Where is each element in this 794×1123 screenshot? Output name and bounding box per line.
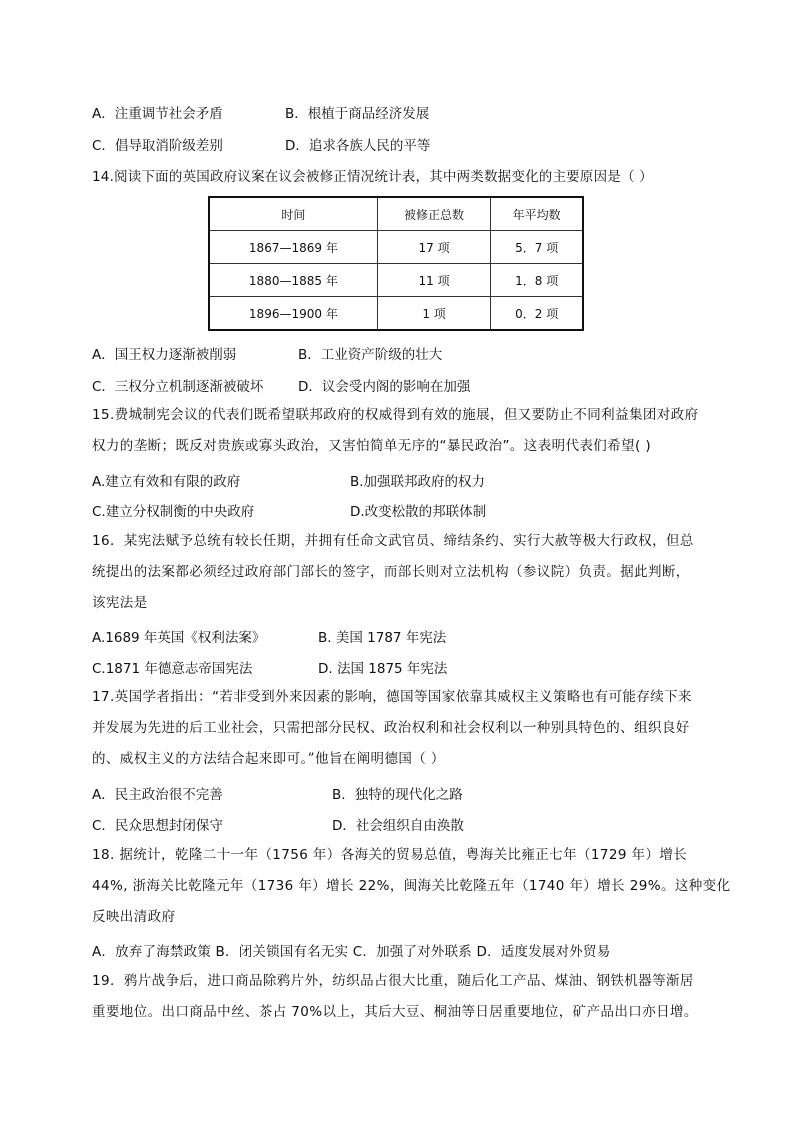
q15-option-a: A.建立有效和有限的政府 xyxy=(92,474,241,490)
cell-time: 1896—1900 年 xyxy=(209,297,377,331)
q14-option-a: A．国王权力逐渐被削弱 xyxy=(92,347,237,363)
q16-stem xyxy=(92,526,712,619)
q13-option-d: D．追求各族人民的平等 xyxy=(285,138,431,154)
q16-stem-line: 统提出的法案都必须经过政府部门部长的签字，而部长则对立法机构（参议院）负责。据此判断， xyxy=(92,564,690,580)
cell-time: 1880—1885 年 xyxy=(209,264,377,297)
q13-option-c: C．倡导取消阶级差别 xyxy=(92,138,223,154)
q16-stem-line: 该宪法是 xyxy=(92,595,148,611)
cell-time: 1867—1869 年 xyxy=(209,231,377,264)
q15-option-b: B.加强联邦政府的权力 xyxy=(350,474,486,490)
q17-stem-line: 17.英国学者指出：“若非受到外来因素的影响，德国等国家依靠其威权主义策略也有可能存续下来 xyxy=(92,689,692,705)
q17-stem xyxy=(92,682,712,775)
q17-option-d: D．社会组织自由涣散 xyxy=(332,818,464,834)
q17-option-a: A．民主政治很不完善 xyxy=(92,787,223,803)
cell-average: 1．8 项 xyxy=(491,264,583,297)
q16-stem-line: 16．某宪法赋予总统有较长任期，并拥有任命文武官员、缔结条约、实行大赦等极大行政权，但总 xyxy=(92,533,694,549)
cell-total: 17 项 xyxy=(377,231,491,264)
q19-stem-line: 重要地位。出口商品中丝、茶占 70%以上，其后大豆、桐油等日居重要地位，矿产品出口亦日增。 xyxy=(92,1004,698,1020)
q17-option-c: C．民众思想封闭保守 xyxy=(92,818,223,834)
q13-option-b: B．根植于商品经济发展 xyxy=(285,106,430,122)
q15-stem xyxy=(92,400,712,462)
cell-total: 11 项 xyxy=(377,264,491,297)
q15-stem-line: 权力的垄断；既反对贵族或寡头政治，又害怕简单无序的“暴民政治”。这表明代表们希望( ) xyxy=(92,438,652,454)
q19-stem xyxy=(92,966,712,1028)
table-row xyxy=(209,231,583,264)
q14-stem: 14.阅读下面的英国政府议案在议会被修正情况统计表，其中两类数据变化的主要原因是（ ） xyxy=(92,169,653,185)
q15-option-c: C.建立分权制衡的中央政府 xyxy=(92,504,255,520)
q16-option-b: B. 美国 1787 年宪法 xyxy=(318,630,447,646)
header-time: 时间 xyxy=(209,197,377,231)
q18-stem-line: 反映出清政府 xyxy=(92,909,176,925)
cell-average: 5．7 项 xyxy=(491,231,583,264)
q14-option-c: C．三权分立机制逐渐被破坏 xyxy=(92,379,264,395)
q18-stem-line: 44%, 浙海关比乾隆元年（1736 年）增长 22%，闽海关比乾隆五年（1740 年）增长 29%。这种变化 xyxy=(92,878,731,894)
table-row xyxy=(209,264,583,297)
table-header-row xyxy=(209,197,583,231)
amendment-statistics-table xyxy=(208,196,584,331)
q17-stem-line: 的、威权主义的方法结合起来即可。”他旨在阐明德国（ ） xyxy=(92,751,445,767)
table-row xyxy=(209,297,583,331)
q18-stem-line: 18. 据统计，乾隆二十一年（1756 年）各海关的贸易总值，粤海关比雍正七年（1729 年）增长 xyxy=(92,847,688,863)
q18-options: A．放弃了海禁政策 B．闭关锁国有名无实 C．加强了对外联系 D．适度发展对外贸易 xyxy=(92,944,611,960)
header-total: 被修正总数 xyxy=(377,197,491,231)
q16-option-a: A.1689 年英国《权利法案》 xyxy=(92,630,266,646)
q17-stem-line: 并发展为先进的后工业社会，只需把部分民权、政治权利和社会权利以一种别具特色的、组织良好 xyxy=(92,720,690,736)
q14-option-b: B．工业资产阶级的壮大 xyxy=(298,347,443,363)
header-average: 年平均数 xyxy=(491,197,583,231)
q18-stem xyxy=(92,840,731,933)
q13-option-a: A．注重调节社会矛盾 xyxy=(92,106,223,122)
q15-option-d: D.改变松散的邦联体制 xyxy=(350,504,487,520)
q15-stem-line: 15.费城制宪会议的代表们既希望联邦政府的权威得到有效的施展，但又要防止不同利益集团对政府 xyxy=(92,407,699,423)
q17-option-b: B．独特的现代化之路 xyxy=(332,787,463,803)
q16-option-d: D. 法国 1875 年宪法 xyxy=(318,661,448,677)
q19-stem-line: 19．鸦片战争后，进口商品除鸦片外，纺织品占很大比重，随后化工产品、煤油、钢铁机器等渐居 xyxy=(92,973,694,989)
q16-option-c: C.1871 年德意志帝国宪法 xyxy=(92,661,253,677)
cell-average: 0．2 项 xyxy=(491,297,583,331)
cell-total: 1 项 xyxy=(377,297,491,331)
q14-option-d: D．议会受内阁的影响在加强 xyxy=(298,379,471,395)
